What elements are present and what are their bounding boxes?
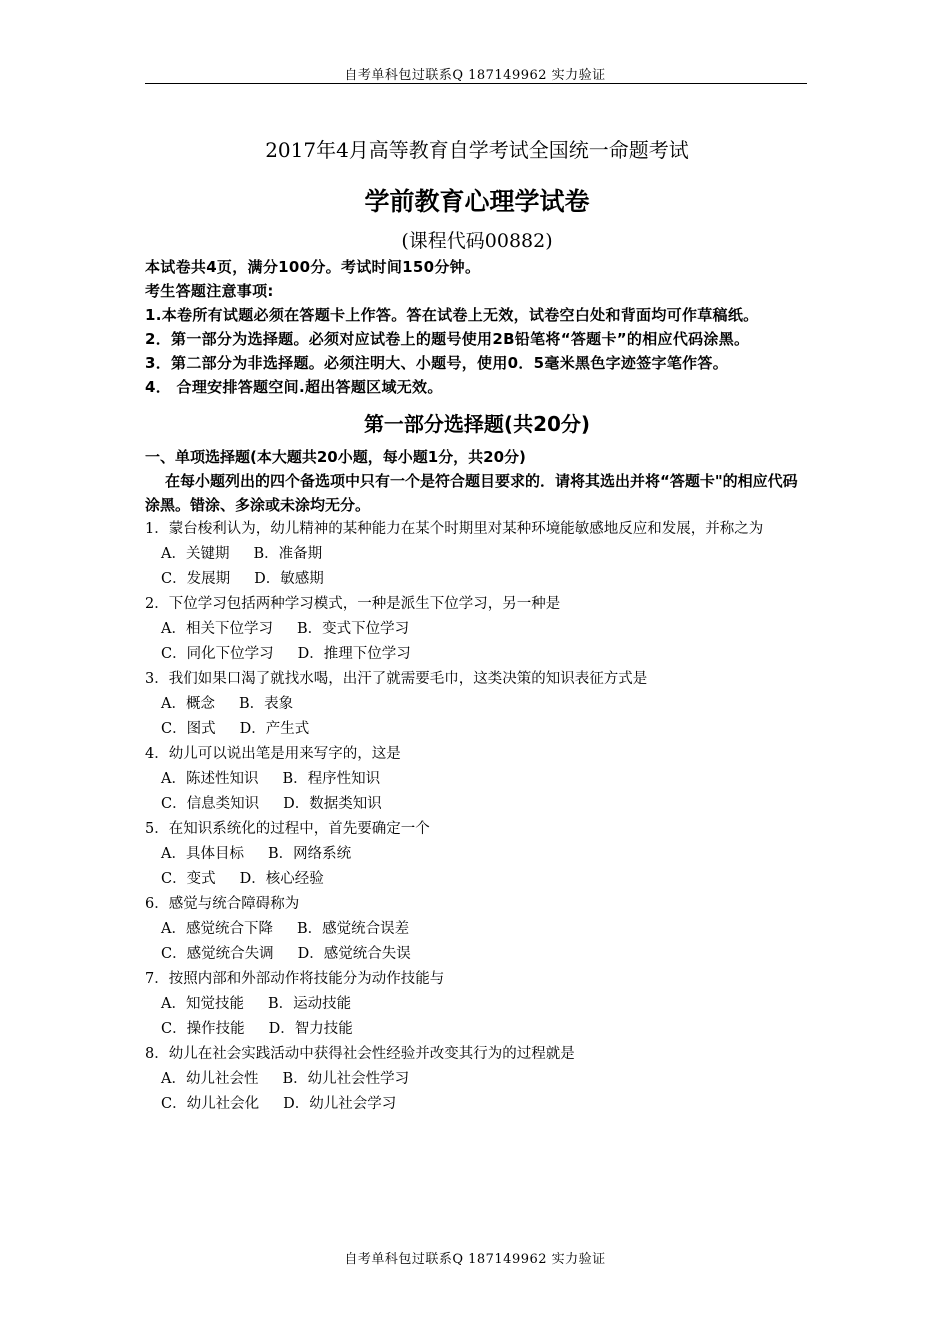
option-d: D．感觉统合失误	[297, 946, 411, 962]
page-footer: 自考单科包过联系Q 187149962 实力验证	[344, 1252, 606, 1267]
paper-title: 学前教育心理学试卷	[364, 187, 590, 216]
options-row	[145, 1092, 809, 1117]
question-list	[145, 517, 809, 1117]
question-stem: 4．幼儿可以说出笔是用来写字的，这是	[145, 746, 401, 762]
option-b: B．幼儿社会性学习	[282, 1071, 410, 1087]
note-2: 2．第一部分为选择题。必须对应试卷上的题号使用2B铅笔将“答题卡”的相应代码涂黑。	[145, 330, 750, 348]
note-4: 4． 合理安排答题空间.超出答题区域无效。	[145, 378, 443, 396]
part-title: 第一部分选择题(共20分)	[363, 412, 591, 436]
option-b: B．感觉统合误差	[296, 921, 410, 937]
option-c: C．发展期	[161, 571, 231, 587]
note-1: 1.本卷所有试题必须在答题卡上作答。答在试卷上无效，试卷空白处和背面均可作草稿纸。	[145, 306, 759, 324]
question-stem: 6．感觉与统合障碍称为	[145, 896, 300, 912]
option-a: A．幼儿社会性	[161, 1071, 259, 1087]
option-c: C．同化下位学习	[161, 646, 274, 662]
options-row	[145, 842, 809, 867]
options-row	[145, 867, 809, 892]
options-row	[145, 567, 809, 592]
options-row	[145, 792, 809, 817]
section-title: 一、单项选择题(本大题共20小题，每小题1分，共20分)	[145, 448, 526, 466]
options-row	[145, 617, 809, 642]
options-row	[145, 717, 809, 742]
option-a: A．关键期	[161, 546, 230, 562]
question-item	[145, 592, 809, 667]
section-instructions: 在每小题列出的四个备选项中只有一个是符合题目要求的．请将其选出并将“答题卡"的相应代码涂黑。错涂、多涂或未涂均无分。	[145, 472, 798, 514]
option-b: B．运动技能	[267, 996, 352, 1012]
page-header: 自考单科包过联系Q 187149962 实力验证	[344, 68, 606, 83]
options-row	[145, 942, 809, 967]
option-d: D．推理下位学习	[297, 646, 411, 662]
options-row	[145, 1017, 809, 1042]
option-d: D．幼儿社会学习	[283, 1096, 397, 1112]
option-c: C．感觉统合失调	[161, 946, 274, 962]
question-item	[145, 742, 809, 817]
options-row	[145, 1067, 809, 1092]
question-stem: 5．在知识系统化的过程中，首先要确定一个	[145, 821, 430, 837]
options-row	[145, 542, 809, 567]
question-item	[145, 517, 809, 592]
question-stem: 2．下位学习包括两种学习模式，一种是派生下位学习，另一种是	[145, 596, 561, 612]
option-c: C．图式	[161, 721, 216, 737]
option-d: D．产生式	[239, 721, 310, 737]
question-item	[145, 967, 809, 1042]
exam-notes	[145, 255, 809, 399]
option-d: D．核心经验	[239, 871, 324, 887]
question-item	[145, 1042, 809, 1117]
option-b: B．变式下位学习	[296, 621, 410, 637]
options-row	[145, 917, 809, 942]
option-a: A．陈述性知识	[161, 771, 259, 787]
question-item	[145, 667, 809, 742]
options-row	[145, 692, 809, 717]
header-rule	[145, 83, 807, 84]
option-c: C．变式	[161, 871, 216, 887]
question-stem: 3．我们如果口渴了就找水喝，出汗了就需要毛巾，这类决策的知识表征方式是	[145, 671, 648, 687]
options-row	[145, 767, 809, 792]
option-a: A．知觉技能	[161, 996, 244, 1012]
option-b: B．程序性知识	[282, 771, 381, 787]
note-3: 3．第二部分为非选择题。必须注明大、小题号，使用0．5毫米黑色字迹签字笔作答。	[145, 354, 729, 372]
option-a: A．概念	[161, 696, 215, 712]
option-a: A．具体目标	[161, 846, 244, 862]
option-d: D．数据类知识	[283, 796, 382, 812]
option-c: C．幼儿社会化	[161, 1096, 260, 1112]
option-b: B．准备期	[253, 546, 323, 562]
option-b: B．表象	[238, 696, 294, 712]
note-heading: 考生答题注意事项:	[145, 282, 274, 300]
course-code: (课程代码00882)	[401, 230, 553, 252]
option-d: D．智力技能	[268, 1021, 353, 1037]
page-content	[145, 133, 809, 1117]
options-row	[145, 642, 809, 667]
question-item	[145, 892, 809, 967]
option-a: A．感觉统合下降	[161, 921, 273, 937]
question-stem: 8．幼儿在社会实践活动中获得社会性经验并改变其行为的过程就是	[145, 1046, 575, 1062]
option-b: B．网络系统	[267, 846, 352, 862]
question-item	[145, 817, 809, 892]
note-paper-info: 本试卷共4页，满分100分。考试时间150分钟。	[145, 258, 481, 276]
option-c: C．信息类知识	[161, 796, 260, 812]
option-c: C．操作技能	[161, 1021, 245, 1037]
option-a: A．相关下位学习	[161, 621, 273, 637]
options-row	[145, 992, 809, 1017]
question-stem: 1．蒙台梭利认为，幼儿精神的某种能力在某个时期里对某种环境能敏感地反应和发展，并称之为	[145, 521, 764, 537]
question-stem: 7．按照内部和外部动作将技能分为动作技能与	[145, 971, 445, 987]
option-d: D．敏感期	[254, 571, 324, 587]
exam-title: 2017年4月高等教育自学考试全国统一命题考试	[265, 138, 689, 162]
